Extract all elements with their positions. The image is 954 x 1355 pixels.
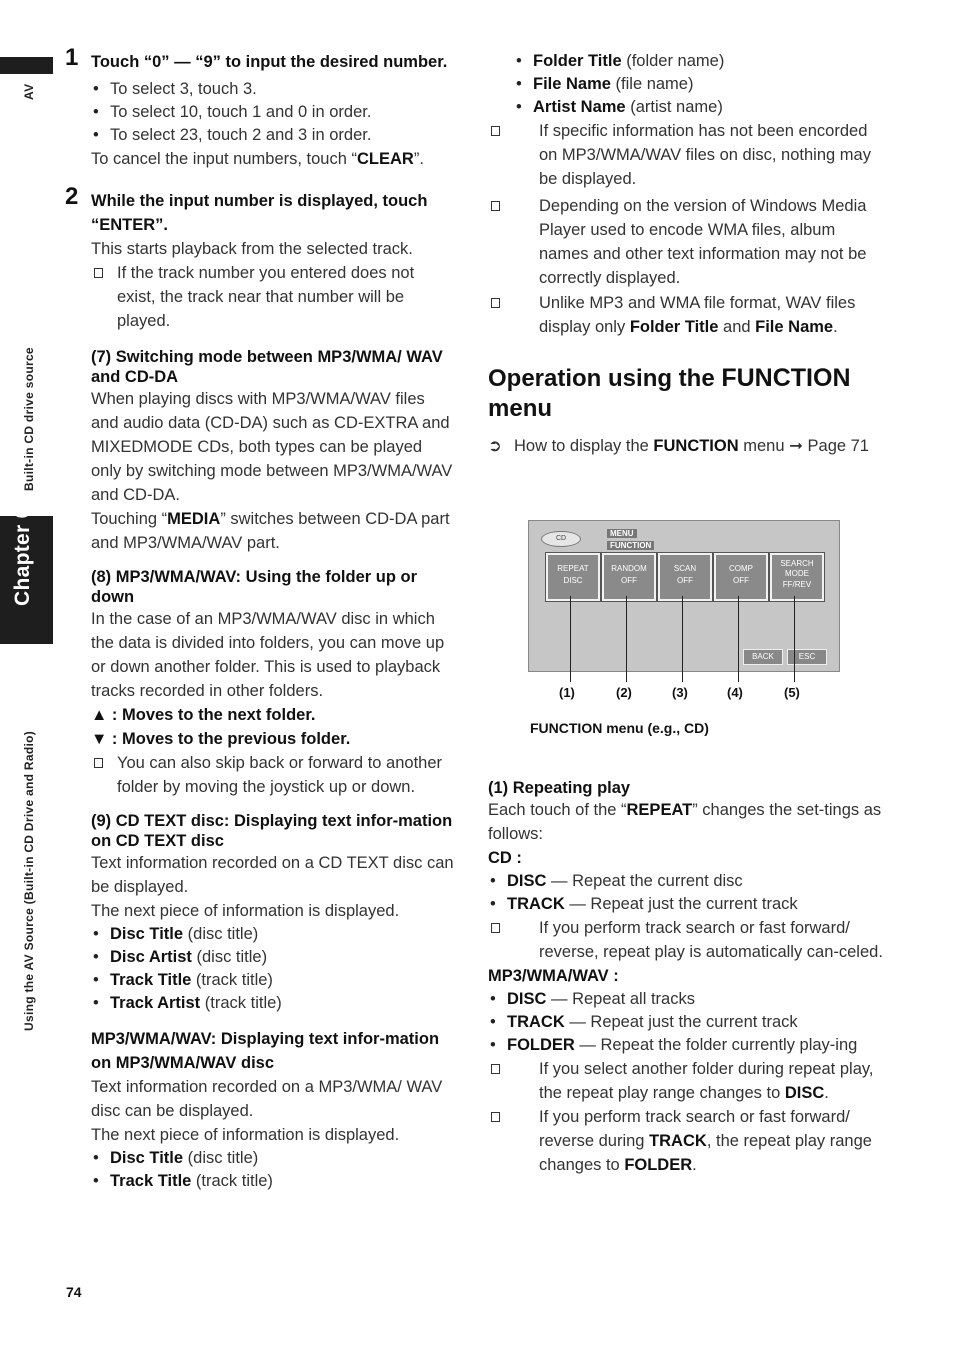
- right-note-1: If specific information has not been encorded on MP3/WMA/WAV files on disc, nothing may be displayed.: [488, 119, 888, 191]
- sec8-note: You can also skip back or forward to another folder by moving the joystick up or down.: [91, 751, 456, 799]
- mp3-label: MP3/WMA/WAV :: [488, 967, 619, 985]
- screen-menu-label: MENU: [607, 529, 637, 538]
- pointer-line: [570, 596, 571, 682]
- pointer-line: [738, 596, 739, 682]
- side-label-source: [22, 330, 42, 505]
- side-chapter-tab: [0, 506, 53, 644]
- right-note-3: Unlike MP3 and WMA file format, WAV files display only Folder Title and File Name.: [488, 291, 888, 339]
- secmp3-item: • Disc Title (disc title): [91, 1147, 456, 1170]
- step-1-number: 1: [65, 44, 79, 71]
- sec9-item: • Track Title (track title): [91, 969, 456, 992]
- random-button[interactable]: RANDOM OFF: [602, 553, 656, 601]
- callout-label: (2): [616, 685, 632, 700]
- mp3-item: • DISC — Repeat all tracks: [488, 988, 888, 1011]
- sec8-heading: (8) MP3/WMA/WAV: Using the folder up or down: [91, 568, 418, 606]
- side-chapter-text: Chapter 6: [11, 506, 34, 606]
- repeat-section: [488, 778, 888, 1177]
- right-note-2: Depending on the version of Windows Media Player used to encode WMA files, album names and other text information may not be correctly displayed.: [488, 194, 888, 290]
- sec8-body: In the case of an MP3/WMA/WAV disc in which the data is divided into folders, you can move up or down another folder. This is used to playback tracks recorded in other folders.: [91, 610, 445, 700]
- step-1-bullet: • To select 10, touch 1 and 0 in order.: [91, 101, 456, 124]
- right-item: • Artist Name (artist name): [514, 96, 888, 119]
- step-2: [65, 183, 456, 237]
- step-1-heading: Touch “0” — “9” to input the desired number.: [91, 53, 448, 71]
- step-2-note: If the track number you entered does not exist, the track near that number will be played.: [91, 261, 456, 333]
- scan-button[interactable]: SCAN OFF: [658, 553, 712, 601]
- sec1-heading: (1) Repeating play: [488, 779, 631, 797]
- pointer-line: [626, 596, 627, 682]
- sec9-body1: Text information recorded on a CD TEXT disc can be displayed.: [91, 854, 454, 896]
- right-column: [488, 50, 888, 458]
- callout-label: (5): [784, 685, 800, 700]
- step-1: [65, 44, 456, 74]
- step-1-bullet: • To select 3, touch 3.: [91, 78, 456, 101]
- step-1-bullet: • To select 23, touch 2 and 3 in order.: [91, 124, 456, 147]
- callout-label: (4): [727, 685, 743, 700]
- right-item: • Folder Title (folder name): [514, 50, 888, 73]
- side-using-text: Using the AV Source (Built-in CD Drive and Radio): [22, 730, 36, 1031]
- mp3-item: • TRACK — Repeat just the current track: [488, 1011, 888, 1034]
- sec7-media-text: Touching “MEDIA” switches between CD-DA part and MP3/WMA/WAV part.: [91, 510, 450, 552]
- secmp3-heading: MP3/WMA/WAV: Displaying text infor-mation on MP3/WMA/WAV disc: [91, 1030, 440, 1072]
- mp3-item: • FOLDER — Repeat the folder currently play-ing: [488, 1034, 888, 1057]
- screen-caption: FUNCTION menu (e.g., CD): [530, 720, 709, 736]
- step-2-heading: While the input number is displayed, touch “ENTER”.: [91, 192, 428, 234]
- comp-button[interactable]: COMP OFF: [714, 553, 768, 601]
- pointer-line: [794, 596, 795, 682]
- sec8-up: ▲ : Moves to the next folder.: [91, 706, 316, 724]
- sec8-down: ▼ : Moves to the previous folder.: [91, 730, 351, 748]
- secmp3-body1: Text information recorded on a MP3/WMA/ WAV disc can be displayed.: [91, 1078, 443, 1120]
- side-tab-av-block: [0, 57, 53, 74]
- screen-function-label: FUNCTION: [607, 541, 654, 550]
- mp3-note-2: If you perform track search or fast forward/ reverse during TRACK, the repeat play range changes to FOLDER.: [488, 1105, 888, 1177]
- step-2-body: This starts playback from the selected track.: [91, 240, 413, 258]
- sec9-body2: The next piece of information is displayed.: [91, 902, 400, 920]
- sec9-item: • Disc Artist (disc title): [91, 946, 456, 969]
- right-item: • File Name (file name): [514, 73, 888, 96]
- step-2-number: 2: [65, 183, 79, 210]
- side-av-text: AV: [22, 83, 36, 100]
- cd-item: • DISC — Repeat the current disc: [488, 870, 888, 893]
- left-column: [65, 44, 456, 1193]
- sec7-heading: (7) Switching mode between MP3/WMA/ WAV and CD-DA: [91, 348, 443, 386]
- side-source-text: Built-in CD drive source: [22, 347, 36, 491]
- side-label-using: [22, 655, 42, 1045]
- sec9-item: • Track Artist (track title): [91, 992, 456, 1015]
- cd-item: • TRACK — Repeat just the current track: [488, 893, 888, 916]
- callout-label: (1): [559, 685, 575, 700]
- secmp3-item: • Track Title (track title): [91, 1170, 456, 1193]
- mp3-note-1: If you select another folder during repeat play, the repeat play range changes to DISC.: [488, 1057, 888, 1105]
- callout-label: (3): [672, 685, 688, 700]
- repeat-button[interactable]: REPEAT DISC: [546, 553, 600, 601]
- esc-button[interactable]: ESC: [787, 649, 827, 665]
- function-howto: ➲ How to display the FUNCTION menu ➞ Page 71: [488, 434, 888, 458]
- arrow-icon: ➲: [488, 437, 502, 455]
- sec1-body: Each touch of the “REPEAT” changes the set-tings as follows:: [488, 801, 882, 843]
- page-number: 74: [66, 1284, 82, 1300]
- back-button[interactable]: BACK: [743, 649, 783, 665]
- step-1-cancel-text: To cancel the input numbers, touch “CLEAR”.: [91, 150, 424, 168]
- search-mode-button[interactable]: SEARCH MODE FF/REV: [770, 553, 824, 601]
- sec7-body: When playing discs with MP3/WMA/WAV files and audio data (CD-DA) such as CD-EXTRA and MIXEDMODE CDs, both types can be played only by switching mode between MP3/WMA/WAV and CD-DA.: [91, 390, 453, 504]
- pointer-line: [682, 596, 683, 682]
- cd-note: If you perform track search or fast forward/ reverse, repeat play is automatically can-celed.: [488, 916, 888, 964]
- sec9-heading: (9) CD TEXT disc: Displaying text infor-mation on CD TEXT disc: [91, 812, 453, 850]
- side-label-av: [22, 84, 42, 114]
- cd-label: CD :: [488, 849, 522, 867]
- function-menu-heading: Operation using the FUNCTION menu: [488, 364, 851, 422]
- secmp3-body2: The next piece of information is displayed.: [91, 1126, 400, 1144]
- sec9-item: • Disc Title (disc title): [91, 923, 456, 946]
- cd-logo-icon: CD: [541, 531, 581, 547]
